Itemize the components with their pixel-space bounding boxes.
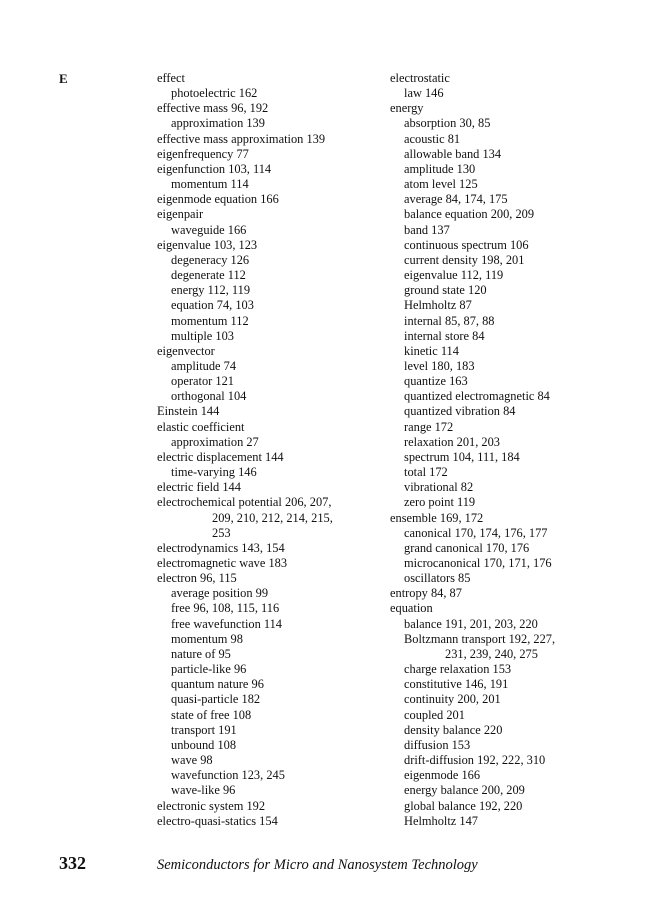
index-entry: electric displacement 144 (157, 449, 284, 464)
index-subentry: ground state 120 (404, 283, 487, 298)
index-subentry: balance equation 200, 209 (404, 207, 535, 222)
index-subentry: operator 121 (171, 374, 234, 389)
index-entry: elastic coefficient (157, 419, 245, 434)
index-subentry: transport 191 (171, 722, 237, 737)
index-subentry: particle-like 96 (171, 662, 247, 677)
index-subentry: coupled 201 (404, 707, 465, 722)
index-subentry: amplitude 130 (404, 161, 476, 176)
index-subentry: eigenmode 166 (404, 768, 481, 783)
index-subentry: amplitude 74 (171, 358, 237, 373)
index-subentry: momentum 114 (171, 177, 249, 192)
index-subentry: Helmholtz 87 (404, 298, 472, 313)
index-subentry: oscillators 85 (404, 571, 471, 586)
index-column-right (390, 71, 630, 829)
index-subentry: canonical 170, 174, 176, 177 (404, 525, 548, 540)
section-letter: E (59, 71, 68, 86)
index-subentry: waveguide 166 (171, 222, 247, 237)
index-subentry: momentum 112 (171, 313, 249, 328)
index-entry: electromagnetic wave 183 (157, 556, 288, 570)
index-continuation: 231, 239, 240, 275 (445, 646, 538, 661)
index-entry: eigenpair (157, 207, 204, 222)
index-entry: electric field 144 (157, 480, 241, 495)
index-subentry: energy balance 200, 209 (404, 783, 525, 798)
index-subentry: drift-diffusion 192, 222, 310 (404, 753, 546, 768)
index-subentry: wavefunction 123, 245 (171, 768, 285, 783)
index-entry: entropy 84, 87 (390, 586, 462, 601)
page-number: 332 (59, 853, 86, 873)
index-continuation: 209, 210, 212, 214, 215, (212, 510, 333, 525)
index-subentry: vibrational 82 (404, 480, 474, 495)
index-entry: electrochemical potential 206, 207, (157, 495, 332, 510)
index-subentry: nature of 95 (171, 646, 231, 661)
index-subentry: constitutive 146, 191 (404, 677, 509, 692)
index-subentry: free wavefunction 114 (171, 616, 283, 631)
index-subentry: Helmholtz 147 (404, 813, 478, 828)
index-subentry: allowable band 134 (404, 146, 502, 161)
index-subentry: current density 198, 201 (404, 252, 525, 267)
index-entry: eigenfunction 103, 114 (157, 161, 272, 176)
index-subentry: band 137 (404, 222, 450, 237)
index-subentry: wave 98 (171, 753, 213, 768)
index-subentry: acoustic 81 (404, 131, 461, 146)
index-subentry: internal store 84 (404, 328, 485, 343)
index-subentry: diffusion 153 (404, 737, 471, 752)
index-subentry: internal 85, 87, 88 (404, 313, 495, 328)
index-subentry: density balance 220 (404, 722, 503, 737)
running-footer-title: Semiconductors for Micro and Nanosystem Technology (157, 857, 478, 873)
index-entry: electro-quasi-statics 154 (157, 813, 278, 828)
index-entry: effective mass 96, 192 (157, 101, 269, 116)
index-subentry: total 172 (404, 465, 448, 480)
index-subentry: relaxation 201, 203 (404, 434, 501, 449)
index-subentry: spectrum 104, 111, 184 (404, 449, 520, 464)
index-subentry: multiple 103 (171, 328, 234, 343)
index-subentry: photoelectric 162 (171, 86, 258, 101)
index-entry: eigenvalue 103, 123 (157, 237, 258, 252)
index-entry: electron 96, 115 (157, 571, 237, 586)
index-subentry: continuous spectrum 106 (404, 237, 529, 252)
index-entry: eigenfrequency 77 (157, 146, 249, 161)
index-subentry: quasi-particle 182 (171, 692, 261, 707)
index-subentry: global balance 192, 220 (404, 798, 523, 813)
index-subentry: quantized vibration 84 (404, 404, 516, 419)
index-subentry: energy 112, 119 (171, 283, 251, 298)
index-subentry: degeneracy 126 (171, 252, 250, 267)
index-entry: energy (390, 101, 424, 116)
index-subentry: level 180, 183 (404, 358, 475, 373)
index-entry: eigenmode equation 166 (157, 192, 279, 207)
index-subentry: quantum nature 96 (171, 677, 264, 692)
index-column-left (157, 71, 377, 829)
index-entry: effective mass approximation 139 (157, 131, 326, 146)
index-entry: electronic system 192 (157, 798, 266, 813)
index-subentry: average position 99 (171, 586, 269, 601)
index-subentry: orthogonal 104 (171, 389, 247, 404)
index-subentry: equation 74, 103 (171, 298, 254, 313)
index-entry: eigenvector (157, 343, 215, 358)
index-subentry: state of free 108 (171, 707, 252, 722)
index-subentry: quantize 163 (404, 374, 468, 389)
index-subentry: eigenvalue 112, 119 (404, 268, 504, 283)
index-subentry: kinetic 114 (404, 343, 459, 358)
index-subentry: degenerate 112 (171, 268, 246, 283)
index-subentry: average 84, 174, 175 (404, 192, 508, 207)
index-subentry: approximation 139 (171, 116, 265, 131)
index-subentry: atom level 125 (404, 177, 478, 192)
index-subentry: quantized electromagnetic 84 (404, 389, 550, 404)
index-subentry: approximation 27 (171, 434, 259, 449)
index-subentry: unbound 108 (171, 737, 237, 752)
index-entry: Einstein 144 (157, 404, 220, 419)
index-subentry: microcanonical 170, 171, 176 (404, 556, 552, 570)
index-entry: electrodynamics 143, 154 (157, 540, 285, 555)
index-subentry: zero point 119 (404, 495, 476, 510)
index-subentry: grand canonical 170, 176 (404, 540, 530, 555)
index-subentry: continuity 200, 201 (404, 692, 501, 707)
index-subentry: Boltzmann transport 192, 227, (404, 631, 556, 646)
index-subentry: free 96, 108, 115, 116 (171, 601, 280, 616)
index-subentry: law 146 (404, 86, 444, 101)
index-subentry: balance 191, 201, 203, 220 (404, 616, 538, 631)
index-subentry: wave-like 96 (171, 783, 236, 798)
index-entry: effect (157, 71, 185, 85)
index-subentry: charge relaxation 153 (404, 662, 512, 677)
index-continuation: 253 (212, 525, 231, 540)
index-subentry: momentum 98 (171, 631, 243, 646)
index-subentry: absorption 30, 85 (404, 116, 491, 131)
index-subentry: time-varying 146 (171, 465, 257, 480)
index-subentry: range 172 (404, 419, 454, 434)
index-entry: electrostatic (390, 71, 450, 85)
index-entry: ensemble 169, 172 (390, 510, 484, 525)
index-entry: equation (390, 601, 433, 616)
